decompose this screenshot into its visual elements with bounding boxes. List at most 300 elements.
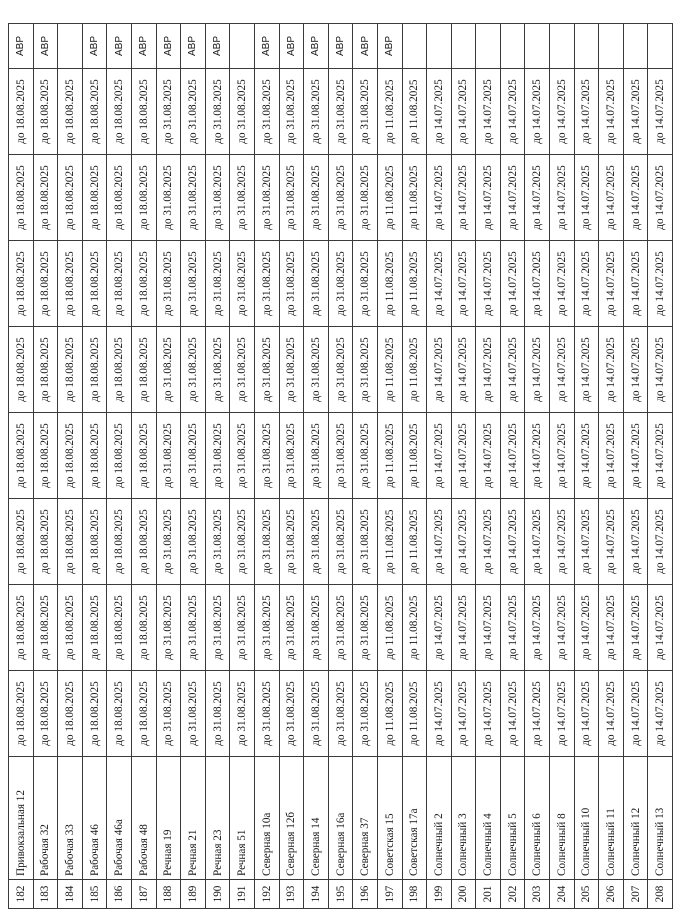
table-row xyxy=(58,24,83,909)
deadline-date-cell: до 31.08.2025 xyxy=(279,241,304,327)
table-row xyxy=(107,24,132,909)
deadline-date-cell: до 14.07.2025 xyxy=(623,155,648,241)
deadline-date-cell: до 14.07.2025 xyxy=(648,69,673,155)
deadline-date-cell: до 31.08.2025 xyxy=(205,413,230,499)
avr-flag-cell xyxy=(402,24,427,69)
row-number-cell: 182 xyxy=(9,880,34,909)
deadline-date-cell: до 14.07.2025 xyxy=(550,155,575,241)
deadline-date-cell: до 31.08.2025 xyxy=(279,585,304,671)
deadline-date-cell: до 14.07.2025 xyxy=(623,671,648,757)
row-number-cell: 207 xyxy=(623,880,648,909)
deadline-date-cell: до 14.07.2025 xyxy=(648,241,673,327)
deadline-date-cell: до 18.08.2025 xyxy=(58,241,83,327)
avr-flag-cell: АВР xyxy=(377,24,402,69)
deadline-date-cell: до 14.07.2025 xyxy=(574,413,599,499)
deadline-date-cell: до 14.07.2025 xyxy=(476,69,501,155)
deadline-date-cell: до 14.07.2025 xyxy=(476,155,501,241)
avr-flag-cell xyxy=(476,24,501,69)
deadline-date-cell: до 31.08.2025 xyxy=(205,69,230,155)
deadline-date-cell: до 14.07.2025 xyxy=(599,671,624,757)
deadline-date-cell: до 14.07.2025 xyxy=(648,585,673,671)
deadline-date-cell: до 31.08.2025 xyxy=(230,413,255,499)
avr-flag-cell xyxy=(550,24,575,69)
avr-flag-cell xyxy=(623,24,648,69)
deadline-date-cell: до 31.08.2025 xyxy=(254,327,279,413)
table-row xyxy=(353,24,378,909)
deadline-date-cell: до 31.08.2025 xyxy=(353,585,378,671)
row-number-cell: 202 xyxy=(500,880,525,909)
deadline-date-cell: до 31.08.2025 xyxy=(205,671,230,757)
deadline-date-cell: до 11.08.2025 xyxy=(402,413,427,499)
deadline-date-cell: до 14.07.2025 xyxy=(623,69,648,155)
deadline-date-cell: до 31.08.2025 xyxy=(254,155,279,241)
deadline-date-cell: до 31.08.2025 xyxy=(279,671,304,757)
row-number-cell: 208 xyxy=(648,880,673,909)
deadline-date-cell: до 14.07.2025 xyxy=(623,327,648,413)
deadline-date-cell: до 18.08.2025 xyxy=(131,499,156,585)
deadline-date-cell: до 14.07.2025 xyxy=(550,499,575,585)
deadline-date-cell: до 18.08.2025 xyxy=(107,671,132,757)
deadline-date-cell: до 14.07.2025 xyxy=(648,671,673,757)
table-row xyxy=(230,24,255,909)
deadline-date-cell: до 31.08.2025 xyxy=(205,327,230,413)
deadline-date-cell: до 31.08.2025 xyxy=(230,69,255,155)
deadline-date-cell: до 14.07.2025 xyxy=(525,69,550,155)
deadline-date-cell: до 14.07.2025 xyxy=(648,155,673,241)
avr-flag-cell: АВР xyxy=(181,24,206,69)
row-number-cell: 205 xyxy=(574,880,599,909)
table-row xyxy=(328,24,353,909)
deadline-date-cell: до 31.08.2025 xyxy=(254,499,279,585)
deadline-date-cell: до 14.07.2025 xyxy=(451,69,476,155)
deadline-date-cell: до 31.08.2025 xyxy=(181,671,206,757)
deadline-date-cell: до 18.08.2025 xyxy=(131,241,156,327)
deadline-date-cell: до 14.07.2025 xyxy=(476,499,501,585)
address-cell: Рабочая 32 xyxy=(33,757,58,880)
deadline-date-cell: до 14.07.2025 xyxy=(427,69,452,155)
deadline-date-cell: до 14.07.2025 xyxy=(500,671,525,757)
deadline-date-cell: до 11.08.2025 xyxy=(377,155,402,241)
row-number-cell: 193 xyxy=(279,880,304,909)
deadline-date-cell: до 11.08.2025 xyxy=(377,69,402,155)
table-row xyxy=(402,24,427,909)
deadline-date-cell: до 31.08.2025 xyxy=(279,155,304,241)
deadline-date-cell: до 14.07.2025 xyxy=(623,585,648,671)
deadline-date-cell: до 18.08.2025 xyxy=(33,69,58,155)
address-cell: Солнечный 13 xyxy=(648,757,673,880)
deadline-date-cell: до 18.08.2025 xyxy=(107,585,132,671)
deadline-date-cell: до 14.07.2025 xyxy=(427,241,452,327)
deadline-date-cell: до 14.07.2025 xyxy=(648,327,673,413)
row-number-cell: 195 xyxy=(328,880,353,909)
deadline-date-cell: до 14.07.2025 xyxy=(574,585,599,671)
deadline-date-cell: до 18.08.2025 xyxy=(131,327,156,413)
table-row xyxy=(574,24,599,909)
row-number-cell: 192 xyxy=(254,880,279,909)
deadline-date-cell: до 31.08.2025 xyxy=(230,671,255,757)
deadline-date-cell: до 14.07.2025 xyxy=(623,241,648,327)
row-number-cell: 183 xyxy=(33,880,58,909)
deadline-date-cell: до 14.07.2025 xyxy=(500,585,525,671)
deadline-date-cell: до 18.08.2025 xyxy=(9,241,34,327)
row-number-cell: 201 xyxy=(476,880,501,909)
deadline-date-cell: до 31.08.2025 xyxy=(230,499,255,585)
deadline-date-cell: до 18.08.2025 xyxy=(33,671,58,757)
deadline-date-cell: до 14.07.2025 xyxy=(574,671,599,757)
row-number-cell: 189 xyxy=(181,880,206,909)
deadline-date-cell: до 14.07.2025 xyxy=(525,499,550,585)
avr-flag-cell: АВР xyxy=(279,24,304,69)
deadline-date-cell: до 31.08.2025 xyxy=(156,69,181,155)
deadline-date-cell: до 14.07.2025 xyxy=(574,69,599,155)
address-cell: Солнечный 10 xyxy=(574,757,599,880)
schedule-table-body xyxy=(9,24,673,909)
table-row xyxy=(82,24,107,909)
row-number-cell: 188 xyxy=(156,880,181,909)
deadline-date-cell: до 14.07.2025 xyxy=(427,671,452,757)
deadline-date-cell: до 31.08.2025 xyxy=(328,585,353,671)
table-row xyxy=(156,24,181,909)
deadline-date-cell: до 18.08.2025 xyxy=(9,585,34,671)
table-row xyxy=(525,24,550,909)
deadline-date-cell: до 18.08.2025 xyxy=(82,671,107,757)
deadline-date-cell: до 18.08.2025 xyxy=(9,671,34,757)
address-cell: Речная 23 xyxy=(205,757,230,880)
avr-flag-cell: АВР xyxy=(9,24,34,69)
deadline-date-cell: до 31.08.2025 xyxy=(353,413,378,499)
deadline-date-cell: до 14.07.2025 xyxy=(599,155,624,241)
address-cell: Северная 16а xyxy=(328,757,353,880)
deadline-date-cell: до 18.08.2025 xyxy=(107,69,132,155)
deadline-date-cell: до 11.08.2025 xyxy=(402,499,427,585)
row-number-cell: 194 xyxy=(304,880,329,909)
deadline-date-cell: до 31.08.2025 xyxy=(353,69,378,155)
deadline-date-cell: до 11.08.2025 xyxy=(377,671,402,757)
deadline-date-cell: до 31.08.2025 xyxy=(279,327,304,413)
table-row xyxy=(648,24,673,909)
deadline-date-cell: до 18.08.2025 xyxy=(82,499,107,585)
table-row xyxy=(9,24,34,909)
deadline-date-cell: до 18.08.2025 xyxy=(33,413,58,499)
deadline-date-cell: до 18.08.2025 xyxy=(33,241,58,327)
deadline-date-cell: до 14.07.2025 xyxy=(476,671,501,757)
table-row xyxy=(254,24,279,909)
deadline-date-cell: до 14.07.2025 xyxy=(599,327,624,413)
table-row xyxy=(131,24,156,909)
table-row xyxy=(304,24,329,909)
deadline-date-cell: до 14.07.2025 xyxy=(550,69,575,155)
deadline-date-cell: до 14.07.2025 xyxy=(476,585,501,671)
deadline-date-cell: до 14.07.2025 xyxy=(500,69,525,155)
avr-flag-cell: АВР xyxy=(107,24,132,69)
deadline-date-cell: до 11.08.2025 xyxy=(402,585,427,671)
deadline-date-cell: до 11.08.2025 xyxy=(377,585,402,671)
avr-flag-cell xyxy=(58,24,83,69)
deadline-date-cell: до 31.08.2025 xyxy=(205,241,230,327)
address-cell: Солнечный 12 xyxy=(623,757,648,880)
table-row xyxy=(205,24,230,909)
deadline-date-cell: до 31.08.2025 xyxy=(304,413,329,499)
deadline-date-cell: до 14.07.2025 xyxy=(427,413,452,499)
deadline-date-cell: до 18.08.2025 xyxy=(33,327,58,413)
deadline-date-cell: до 14.07.2025 xyxy=(550,327,575,413)
row-number-cell: 203 xyxy=(525,880,550,909)
row-number-cell: 191 xyxy=(230,880,255,909)
deadline-date-cell: до 31.08.2025 xyxy=(156,499,181,585)
deadline-date-cell: до 31.08.2025 xyxy=(353,499,378,585)
table-row xyxy=(623,24,648,909)
deadline-date-cell: до 14.07.2025 xyxy=(599,413,624,499)
deadline-date-cell: до 31.08.2025 xyxy=(279,413,304,499)
deadline-date-cell: до 18.08.2025 xyxy=(58,69,83,155)
deadline-date-cell: до 31.08.2025 xyxy=(279,69,304,155)
deadline-date-cell: до 14.07.2025 xyxy=(525,241,550,327)
deadline-date-cell: до 31.08.2025 xyxy=(328,69,353,155)
deadline-date-cell: до 18.08.2025 xyxy=(9,327,34,413)
deadline-date-cell: до 18.08.2025 xyxy=(9,69,34,155)
deadline-date-cell: до 18.08.2025 xyxy=(9,499,34,585)
avr-flag-cell xyxy=(574,24,599,69)
deadline-date-cell: до 11.08.2025 xyxy=(402,671,427,757)
deadline-date-cell: до 31.08.2025 xyxy=(156,155,181,241)
deadline-date-cell: до 31.08.2025 xyxy=(205,499,230,585)
deadline-date-cell: до 31.08.2025 xyxy=(205,585,230,671)
deadline-date-cell: до 31.08.2025 xyxy=(304,499,329,585)
deadline-date-cell: до 14.07.2025 xyxy=(427,327,452,413)
deadline-date-cell: до 14.07.2025 xyxy=(451,413,476,499)
deadline-date-cell: до 31.08.2025 xyxy=(328,155,353,241)
deadline-date-cell: до 14.07.2025 xyxy=(623,499,648,585)
deadline-date-cell: до 18.08.2025 xyxy=(9,155,34,241)
deadline-date-cell: до 31.08.2025 xyxy=(156,327,181,413)
address-cell: Солнечный 6 xyxy=(525,757,550,880)
avr-flag-cell xyxy=(451,24,476,69)
deadline-date-cell: до 31.08.2025 xyxy=(181,413,206,499)
table-row xyxy=(451,24,476,909)
deadline-date-cell: до 31.08.2025 xyxy=(254,241,279,327)
deadline-date-cell: до 31.08.2025 xyxy=(328,499,353,585)
avr-flag-cell: АВР xyxy=(33,24,58,69)
deadline-date-cell: до 14.07.2025 xyxy=(525,671,550,757)
avr-flag-cell: АВР xyxy=(156,24,181,69)
address-cell: Рабочая 46 xyxy=(82,757,107,880)
deadline-date-cell: до 14.07.2025 xyxy=(648,413,673,499)
deadline-date-cell: до 14.07.2025 xyxy=(427,499,452,585)
deadline-date-cell: до 14.07.2025 xyxy=(451,155,476,241)
deadline-date-cell: до 31.08.2025 xyxy=(156,413,181,499)
deadline-date-cell: до 31.08.2025 xyxy=(205,155,230,241)
deadline-date-cell: до 31.08.2025 xyxy=(353,155,378,241)
address-cell: Речная 21 xyxy=(181,757,206,880)
avr-flag-cell: АВР xyxy=(304,24,329,69)
row-number-cell: 196 xyxy=(353,880,378,909)
address-cell: Привокзальная 12 xyxy=(9,757,34,880)
row-number-cell: 186 xyxy=(107,880,132,909)
deadline-date-cell: до 31.08.2025 xyxy=(254,69,279,155)
avr-flag-cell xyxy=(648,24,673,69)
avr-flag-cell xyxy=(500,24,525,69)
row-number-cell: 190 xyxy=(205,880,230,909)
deadline-date-cell: до 14.07.2025 xyxy=(550,585,575,671)
deadline-date-cell: до 18.08.2025 xyxy=(107,155,132,241)
deadline-date-cell: до 14.07.2025 xyxy=(574,155,599,241)
deadline-date-cell: до 31.08.2025 xyxy=(230,155,255,241)
avr-flag-cell xyxy=(525,24,550,69)
deadline-date-cell: до 14.07.2025 xyxy=(574,241,599,327)
deadline-date-cell: до 14.07.2025 xyxy=(599,241,624,327)
deadline-date-cell: до 18.08.2025 xyxy=(82,585,107,671)
deadline-date-cell: до 14.07.2025 xyxy=(476,327,501,413)
table-row xyxy=(377,24,402,909)
deadline-date-cell: до 18.08.2025 xyxy=(9,413,34,499)
address-cell: Рабочая 46а xyxy=(107,757,132,880)
deadline-date-cell: до 31.08.2025 xyxy=(181,499,206,585)
address-cell: Северная 37 xyxy=(353,757,378,880)
row-number-cell: 187 xyxy=(131,880,156,909)
deadline-date-cell: до 11.08.2025 xyxy=(377,413,402,499)
deadline-date-cell: до 14.07.2025 xyxy=(500,155,525,241)
deadline-date-cell: до 18.08.2025 xyxy=(82,69,107,155)
deadline-date-cell: до 18.08.2025 xyxy=(33,499,58,585)
deadline-date-cell: до 18.08.2025 xyxy=(131,585,156,671)
deadline-date-cell: до 14.07.2025 xyxy=(500,499,525,585)
deadline-date-cell: до 14.07.2025 xyxy=(550,413,575,499)
address-cell: Советская 17а xyxy=(402,757,427,880)
table-row xyxy=(599,24,624,909)
deadline-date-cell: до 14.07.2025 xyxy=(525,585,550,671)
deadline-date-cell: до 31.08.2025 xyxy=(156,671,181,757)
deadline-date-cell: до 18.08.2025 xyxy=(131,69,156,155)
deadline-date-cell: до 18.08.2025 xyxy=(107,499,132,585)
deadline-date-cell: до 14.07.2025 xyxy=(550,671,575,757)
deadline-date-cell: до 31.08.2025 xyxy=(230,327,255,413)
address-cell: Солнечный 5 xyxy=(500,757,525,880)
deadline-date-cell: до 18.08.2025 xyxy=(58,499,83,585)
deadline-date-cell: до 11.08.2025 xyxy=(377,241,402,327)
deadline-date-cell: до 14.07.2025 xyxy=(451,499,476,585)
deadline-date-cell: до 14.07.2025 xyxy=(550,241,575,327)
deadline-date-cell: до 31.08.2025 xyxy=(230,585,255,671)
deadline-date-cell: до 14.07.2025 xyxy=(451,327,476,413)
deadline-date-cell: до 18.08.2025 xyxy=(58,413,83,499)
row-number-cell: 206 xyxy=(599,880,624,909)
deadline-date-cell: до 14.07.2025 xyxy=(525,155,550,241)
avr-flag-cell xyxy=(599,24,624,69)
deadline-date-cell: до 18.08.2025 xyxy=(58,585,83,671)
address-cell: Северная 10а xyxy=(254,757,279,880)
deadline-date-cell: до 18.08.2025 xyxy=(33,155,58,241)
avr-flag-cell: АВР xyxy=(353,24,378,69)
deadline-date-cell: до 14.07.2025 xyxy=(599,499,624,585)
row-number-cell: 185 xyxy=(82,880,107,909)
table-row xyxy=(181,24,206,909)
avr-flag-cell xyxy=(427,24,452,69)
deadline-date-cell: до 31.08.2025 xyxy=(254,413,279,499)
avr-flag-cell: АВР xyxy=(131,24,156,69)
deadline-date-cell: до 31.08.2025 xyxy=(279,499,304,585)
deadline-date-cell: до 31.08.2025 xyxy=(304,327,329,413)
deadline-date-cell: до 11.08.2025 xyxy=(402,155,427,241)
table-row xyxy=(550,24,575,909)
table-row xyxy=(500,24,525,909)
deadline-date-cell: до 14.07.2025 xyxy=(500,413,525,499)
deadline-date-cell: до 18.08.2025 xyxy=(131,155,156,241)
deadline-date-cell: до 31.08.2025 xyxy=(181,69,206,155)
address-cell: Рабочая 33 xyxy=(58,757,83,880)
deadline-date-cell: до 31.08.2025 xyxy=(181,585,206,671)
deadline-date-cell: до 31.08.2025 xyxy=(304,69,329,155)
table-row xyxy=(427,24,452,909)
deadline-date-cell: до 14.07.2025 xyxy=(525,327,550,413)
row-number-cell: 198 xyxy=(402,880,427,909)
avr-flag-cell: АВР xyxy=(328,24,353,69)
deadline-date-cell: до 31.08.2025 xyxy=(181,241,206,327)
deadline-date-cell: до 31.08.2025 xyxy=(156,241,181,327)
deadline-date-cell: до 14.07.2025 xyxy=(451,585,476,671)
deadline-date-cell: до 18.08.2025 xyxy=(82,155,107,241)
address-cell: Северная 12б xyxy=(279,757,304,880)
deadline-date-cell: до 18.08.2025 xyxy=(82,241,107,327)
deadline-date-cell: до 14.07.2025 xyxy=(500,241,525,327)
deadline-date-cell: до 31.08.2025 xyxy=(230,241,255,327)
deadline-date-cell: до 14.07.2025 xyxy=(648,499,673,585)
deadline-date-cell: до 31.08.2025 xyxy=(304,155,329,241)
avr-flag-cell xyxy=(230,24,255,69)
deadline-date-cell: до 14.07.2025 xyxy=(451,671,476,757)
address-cell: Речная 19 xyxy=(156,757,181,880)
deadline-date-cell: до 31.08.2025 xyxy=(328,671,353,757)
deadline-date-cell: до 18.08.2025 xyxy=(131,413,156,499)
avr-flag-cell: АВР xyxy=(82,24,107,69)
deadline-date-cell: до 11.08.2025 xyxy=(402,69,427,155)
deadline-date-cell: до 14.07.2025 xyxy=(476,413,501,499)
deadline-date-cell: до 14.07.2025 xyxy=(427,585,452,671)
deadline-date-cell: до 31.08.2025 xyxy=(353,327,378,413)
deadline-date-cell: до 18.08.2025 xyxy=(82,413,107,499)
deadline-date-cell: до 14.07.2025 xyxy=(500,327,525,413)
deadline-date-cell: до 14.07.2025 xyxy=(525,413,550,499)
schedule-table xyxy=(8,23,673,909)
deadline-date-cell: до 31.08.2025 xyxy=(304,671,329,757)
address-cell: Рабочая 48 xyxy=(131,757,156,880)
row-number-cell: 197 xyxy=(377,880,402,909)
address-cell: Речная 51 xyxy=(230,757,255,880)
deadline-date-cell: до 14.07.2025 xyxy=(451,241,476,327)
deadline-date-cell: до 11.08.2025 xyxy=(402,327,427,413)
address-cell: Советская 15 xyxy=(377,757,402,880)
row-number-cell: 199 xyxy=(427,880,452,909)
deadline-date-cell: до 11.08.2025 xyxy=(377,327,402,413)
deadline-date-cell: до 31.08.2025 xyxy=(328,327,353,413)
avr-flag-cell: АВР xyxy=(254,24,279,69)
table-row xyxy=(476,24,501,909)
deadline-date-cell: до 11.08.2025 xyxy=(377,499,402,585)
deadline-date-cell: до 31.08.2025 xyxy=(328,413,353,499)
avr-flag-cell: АВР xyxy=(205,24,230,69)
deadline-date-cell: до 18.08.2025 xyxy=(58,155,83,241)
deadline-date-cell: до 31.08.2025 xyxy=(353,241,378,327)
deadline-date-cell: до 18.08.2025 xyxy=(82,327,107,413)
table-row xyxy=(33,24,58,909)
deadline-date-cell: до 31.08.2025 xyxy=(181,327,206,413)
deadline-date-cell: до 11.08.2025 xyxy=(402,241,427,327)
deadline-date-cell: до 31.08.2025 xyxy=(181,155,206,241)
deadline-date-cell: до 14.07.2025 xyxy=(574,499,599,585)
deadline-date-cell: до 18.08.2025 xyxy=(107,413,132,499)
deadline-date-cell: до 18.08.2025 xyxy=(58,671,83,757)
address-cell: Солнечный 11 xyxy=(599,757,624,880)
row-number-cell: 184 xyxy=(58,880,83,909)
